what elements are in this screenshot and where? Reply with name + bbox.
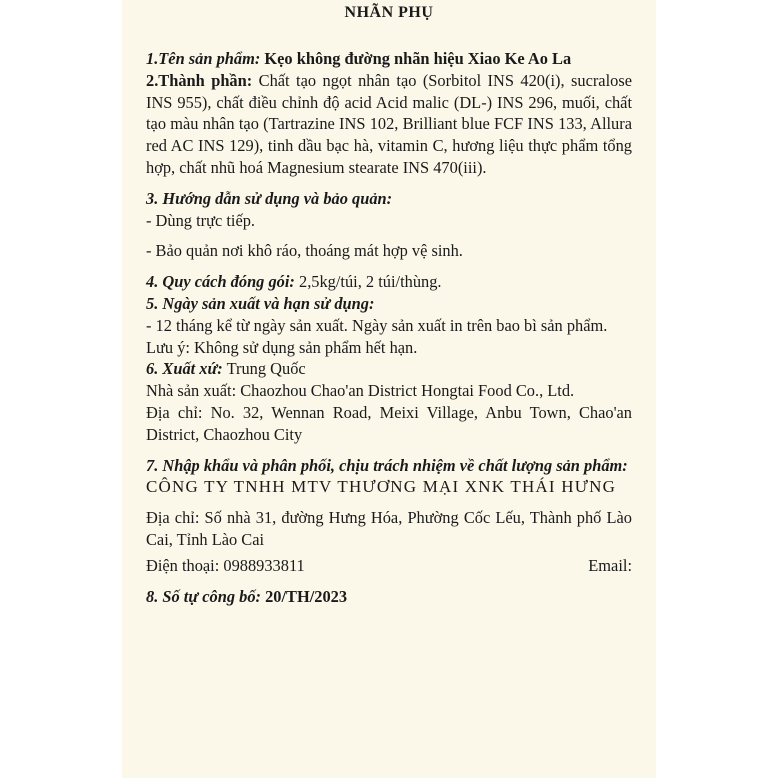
ingredients-value: Chất tạo ngọt nhân tạo (Sorbitol INS 420(i), sucralose INS 955), chất điều chỉnh độ acid Acid malic (DL-) INS 296, muối, chất tạo màu nhân tạo (Tartrazine INS 102, Brilliant blue FCF INS 133, Allura red AC INS 129), tinh dầu bạc hà, vitamin C, hương liệu thực phẩm tổng hợp, chất nhũ hoá Magnesium stearate INS 470(iii). (146, 70, 632, 177)
label-content (146, 48, 632, 607)
packaging-heading: 4. Quy cách đóng gói: (146, 272, 295, 292)
product-name-section (146, 48, 632, 70)
usage-heading: 3. Hướng dẫn sử dụng và bảo quản: (146, 188, 393, 208)
dates-line-2: Lưu ý: Không sử dụng sản phẩm hết hạn. (146, 337, 418, 357)
product-name-heading: 1.Tên sản phẩm: (146, 49, 261, 68)
usage-line-2: - Bảo quản nơi khô ráo, thoáng mát hợp vệ sinh. (146, 241, 463, 261)
declaration-heading: 8. Số tự công bố: (146, 586, 261, 606)
dates-heading: 5. Ngày sản xuất và hạn sử dụng: (146, 293, 375, 313)
packaging-section (146, 271, 632, 293)
importer-heading: 7. Nhập khẩu và phân phối, chịu trách nhiệm về chất lượng sản phẩm: (146, 455, 628, 475)
origin-value: Trung Quốc (226, 359, 306, 379)
ingredients-heading: 2.Thành phần: (146, 70, 253, 90)
importer-address: Địa chỉ: Số nhà 31, đường Hưng Hóa, Phường Cốc Lếu, Thành phố Lào Cai, Tỉnh Lào Cai (146, 508, 632, 549)
importer-email: Email: (588, 555, 632, 575)
ingredients-section (146, 70, 632, 179)
declaration-value: 20/TH/2023 (265, 586, 348, 606)
declaration-section (146, 586, 632, 608)
packaging-value: 2,5kg/túi, 2 túi/thùng. (299, 272, 442, 292)
usage-line-1: - Dùng trực tiếp. (146, 210, 256, 230)
product-label (122, 0, 656, 778)
importer-phone: Điện thoại: 0988933811 (146, 555, 305, 575)
manufacturer: Nhà sản xuất: Chaozhou Chao'an District Hongtai Food Co., Ltd. (146, 381, 575, 401)
origin-section (146, 358, 632, 380)
dates-line-1: - 12 tháng kể từ ngày sản xuất. Ngày sản xuất in trên bao bì sản phẩm. (146, 315, 608, 335)
manufacturer-address: Địa chỉ: No. 32, Wennan Road, Meixi Village, Anbu Town, Chao'an District, Chaozhou City (146, 402, 632, 444)
label-title: NHÃN PHỤ (344, 4, 434, 21)
product-name-value: Kẹo không đường nhãn hiệu Xiao Ke Ao La (264, 49, 572, 68)
importer-company: CÔNG TY TNHH MTV THƯƠNG MẠI XNK THÁI HƯNG (146, 477, 617, 497)
contact-row (146, 555, 632, 577)
origin-heading: 6. Xuất xứ: (146, 359, 223, 379)
